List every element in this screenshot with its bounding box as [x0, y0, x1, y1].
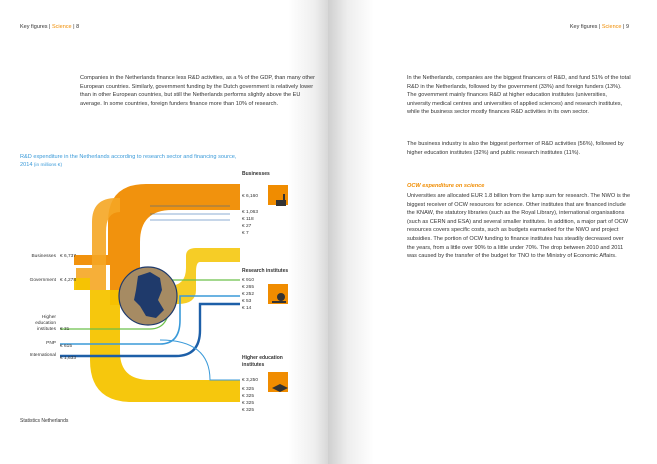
source-label-pnp: PNP — [46, 341, 56, 346]
source-label-international: International — [29, 353, 56, 358]
target-highered-inflow-2: € 325 — [242, 387, 255, 392]
source-label-higher-education-2: education — [35, 321, 56, 326]
source-label-government: Government — [29, 278, 56, 283]
target-highered-inflow-4: € 325 — [242, 401, 255, 406]
header-section: Science — [52, 24, 72, 30]
source-value-pnp: € 615 — [60, 344, 73, 349]
chart-year: 2014 — [20, 162, 33, 168]
source-value-government: € 4,278 — [60, 278, 77, 283]
right-paragraph-1: In the Netherlands, companies are the biggest financers of R&D, and fund 51% of the total R&D in the Netherlands, followed by the government (33%) and foreign funders (13%). The government mainly finances R&D at higher education institutes (universities, university medical centres and universities of applied sciences) and research institutes, while the business sector mostly finances R&D activities in its own sector. — [407, 75, 631, 116]
source-label-higher-education: Higher — [41, 315, 56, 320]
target-title-businesses: Businesses — [242, 171, 270, 177]
right-paragraph-2: The business industry is also the biggest performer of R&D activities (56%), followed by higher education institutes (32%) and public research institutes (11%). — [407, 141, 624, 156]
graduation-cap-icon — [268, 372, 288, 392]
source-value-businesses: € 6,737 — [60, 254, 77, 259]
target-businesses-inflow-1: € 6,160 — [242, 194, 259, 199]
left-page — [0, 0, 328, 464]
header-prefix: Key figures | — [569, 24, 602, 30]
target-title-highered-1: Higher education — [242, 355, 283, 361]
target-research-inflow-3: € 252 — [242, 292, 255, 297]
source-value-international: € 1,633 — [60, 356, 77, 361]
target-businesses-inflow-3: € 118 — [242, 217, 254, 222]
factory-icon — [268, 185, 288, 206]
page-footer: Statistics Netherlands — [20, 418, 69, 424]
chart-unit: (in millions €) — [32, 163, 63, 168]
header-section: Science — [601, 24, 622, 30]
target-highered-inflow-5: € 325 — [242, 408, 255, 413]
microscope-icon — [268, 284, 288, 304]
target-research-inflow-5: € 14 — [242, 306, 252, 311]
header-prefix: Key figures | — [20, 24, 52, 30]
header-page-number: | 9 — [621, 24, 629, 30]
flow-international-2 — [160, 340, 240, 380]
target-highered-inflow-1: € 3,250 — [242, 378, 259, 383]
target-businesses-inflow-2: € 1,063 — [242, 210, 259, 215]
target-research-inflow-4: € 53 — [242, 299, 252, 304]
target-businesses-inflow-5: € 7 — [242, 231, 249, 236]
chart-title-text: R&D expenditure in the Netherlands according to research sector and financing source, — [20, 154, 237, 160]
target-title-research: Research institutes — [242, 268, 289, 274]
header-page-number: | 8 — [71, 24, 80, 30]
target-businesses-inflow-4: € 27 — [242, 224, 252, 229]
target-title-highered-2: institutes — [242, 362, 265, 368]
target-research-inflow-1: € 910 — [242, 278, 255, 283]
target-highered-inflow-3: € 325 — [242, 394, 255, 399]
source-label-higher-education-3: institutes — [37, 327, 56, 332]
target-research-inflow-2: € 265 — [242, 285, 255, 290]
intro-paragraph: Companies in the Netherlands finance less R&D activities, as a % of the GDP, than many other European countries. Similarly, government funding by the Dutch government is relatively lower than in other European countries, but still the Netherlands performs slightly above the EU average. In some countries, foreign funders finance more than 10% of research. — [80, 75, 315, 107]
right-paragraph-3: Universities are allocated EUR 1.8 billion from the lump sum for research. The NWO is the biggest receiver of OCW resources for science. Other institutes that are financed include the KNAW, the statutory libraries (such as the Royal Library), international organisations (such as CERN and ESA) and several smaller institutes. In addition, a major part of OCW resources covers specific costs, such as budgets earmarked for the NWO and project subsidies. The portion of OCW funding to finance institutes has steadily decreased over the years, from a little over 90% to a little under 70%. The drop between 2010 and 2011 was caused by the transfer of the budget for TNO to the Ministry of Economic Affairs. — [407, 193, 631, 260]
source-label-businesses: Businesses — [31, 254, 56, 259]
right-page-header — [570, 24, 629, 30]
sankey-chart — [0, 0, 328, 464]
section-heading: OCW expenditure on science — [407, 183, 485, 189]
source-value-higher-education: € 31 — [60, 327, 70, 332]
